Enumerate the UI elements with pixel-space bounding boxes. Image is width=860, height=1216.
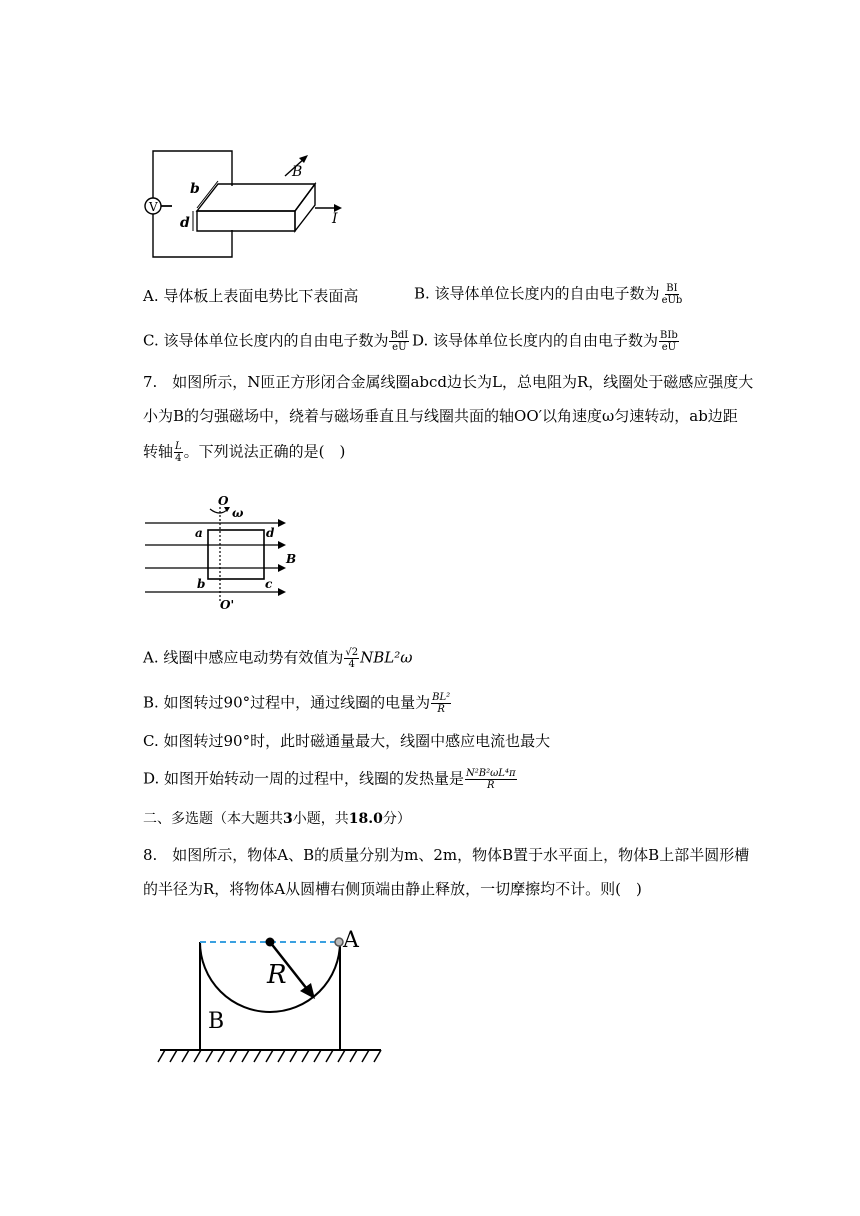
groove-figure bbox=[155, 925, 390, 1067]
label-b: b bbox=[190, 181, 200, 197]
label-A: A bbox=[343, 928, 359, 953]
label-R: R bbox=[267, 960, 287, 990]
section-header: 二、多选题（本大题共3小题，共18.0分） bbox=[143, 811, 411, 827]
label-d: d bbox=[266, 526, 275, 540]
label-c: c bbox=[265, 577, 273, 591]
label-B: B bbox=[208, 1009, 225, 1034]
ball-a-icon bbox=[335, 938, 343, 946]
label-B: B bbox=[292, 164, 303, 180]
q6-option-c: C. 该导体单位长度内的自由电子数为 $\frac{\text{BdI}}{eU}$ bbox=[143, 330, 409, 353]
voltmeter-label: V bbox=[149, 200, 158, 214]
q6-option-a: A. 导体板上表面电势比下表面高 bbox=[143, 287, 359, 305]
hall-effect-figure bbox=[140, 145, 360, 265]
label-d: d bbox=[180, 215, 190, 231]
label-O-prime: O' bbox=[220, 598, 235, 612]
label-B: B bbox=[286, 552, 297, 566]
label-O: O bbox=[218, 495, 229, 508]
q6-option-b: B. 该导体单位长度内的自由电子数为 $\frac{BI}{\text{eUb}}$ bbox=[414, 283, 683, 306]
q7-option-c: C. 如图转过90°时，此时磁通量最大，线圈中感应电流也最大 bbox=[143, 732, 551, 750]
q7-option-a: A. 线圈中感应电动势有效值为 $\frac{√2}{4}$ NBL²ω bbox=[143, 647, 413, 670]
q6-option-d: D. 该导体单位长度内的自由电子数为 $\frac{\text{BIb}}{eU}$ bbox=[412, 330, 678, 353]
label-omega: ω bbox=[232, 506, 244, 520]
q7-option-b: B. 如图转过90°过程中，通过线圈的电量为 $\frac{\text{BL²}}{R}$ bbox=[143, 692, 451, 715]
q8-stem-line1: 8. 如图所示，物体A、B的质量分别为m、2m，物体B置于水平面上，物体B上部半圆形槽 bbox=[143, 846, 750, 864]
label-a: a bbox=[195, 526, 203, 540]
coil-figure bbox=[140, 495, 300, 613]
q8-stem-line2: 的半径为R，将物体A从圆槽右侧顶端由静止释放，一切摩擦均不计。则( ) bbox=[143, 880, 642, 898]
label-b: b bbox=[197, 577, 206, 591]
label-I: I bbox=[332, 211, 338, 227]
q7-stem-line3: 转轴 $\frac{L}{4}$ 。下列说法正确的是( ) bbox=[143, 441, 346, 464]
q7-stem-line1: 7. 如图所示，N匝正方形闭合金属线圈abcd边长为L，总电阻为R，线圈处于磁感应强度大 bbox=[143, 373, 754, 391]
q7-option-d: D. 如图开始转动一周的过程中，线圈的发热量是 $\frac{\text{N²B²ωL⁴π}}{R}$ bbox=[143, 768, 516, 791]
q7-stem-line2: 小为B的匀强磁场中，绕着与磁场垂直且与线圈共面的轴OO′以角速度ω匀速转动，ab边距 bbox=[143, 407, 738, 425]
center-dot bbox=[266, 938, 275, 947]
